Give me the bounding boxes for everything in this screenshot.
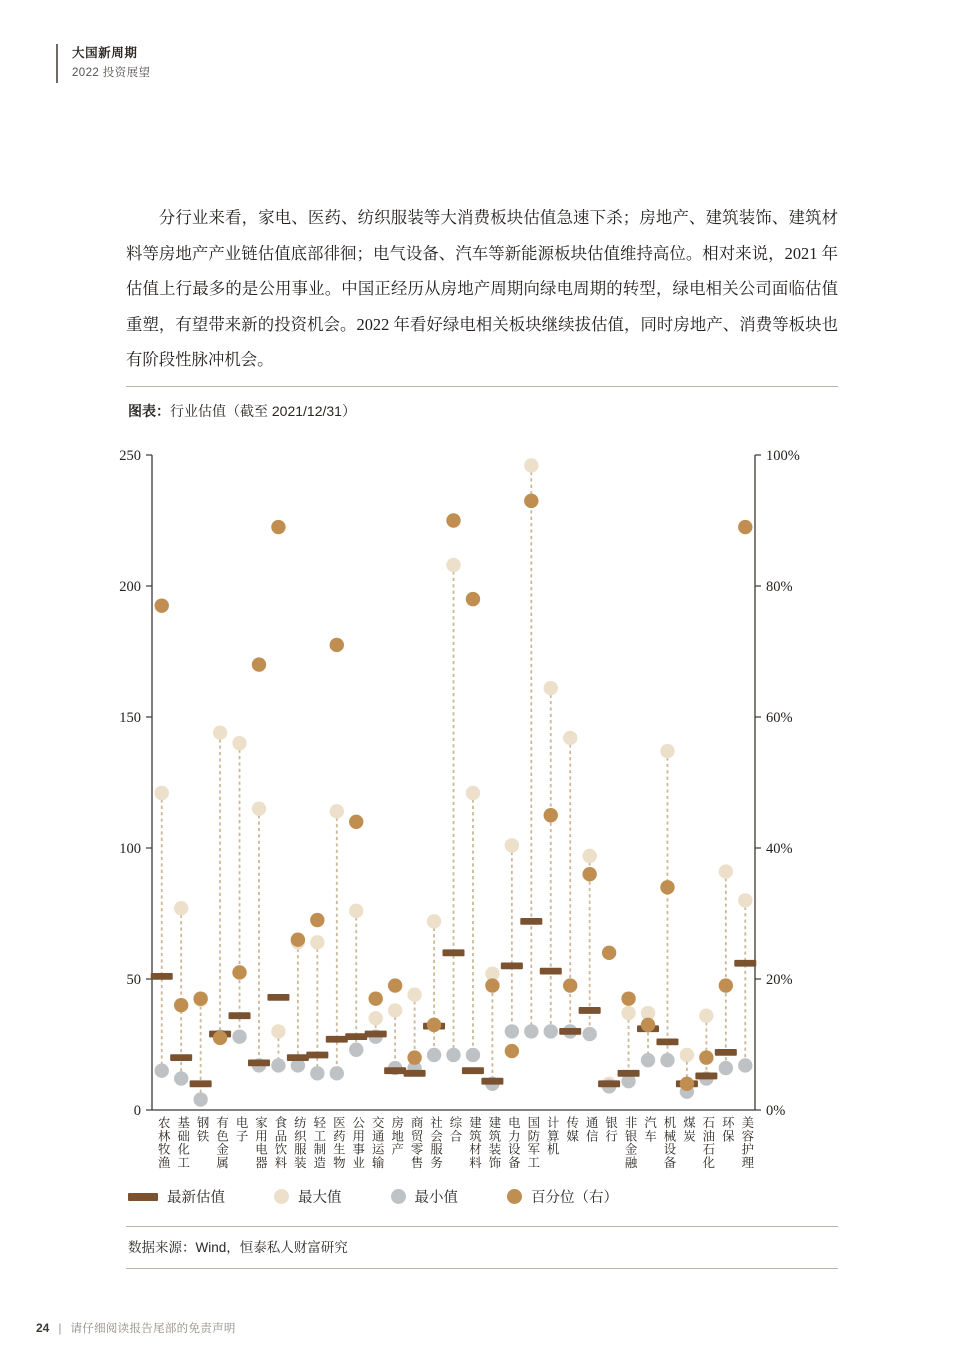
figure-block (126, 386, 838, 425)
svg-text:80%: 80% (766, 579, 793, 595)
x-axis-label: 国防军工 (525, 1116, 540, 1170)
max-marker (544, 681, 558, 695)
x-axis-label: 电力设备 (506, 1116, 521, 1170)
latest-marker (267, 994, 289, 1001)
chart-column (248, 657, 270, 1072)
latest-marker (443, 949, 465, 956)
min-marker (427, 1048, 441, 1062)
latest-marker (365, 1031, 387, 1038)
latest-marker (404, 1070, 426, 1077)
percentile-marker (252, 657, 266, 671)
x-axis-label: 家用电器 (253, 1116, 268, 1170)
legend-label: 最小值 (414, 1190, 458, 1206)
page-header (56, 44, 150, 83)
x-axis-label: 计算机 (545, 1116, 560, 1157)
legend-item (128, 1186, 225, 1207)
figure-caption (126, 387, 838, 425)
min-marker (602, 1079, 616, 1093)
chart-column (443, 513, 465, 1062)
x-axis-label: 有色金属 (214, 1116, 229, 1170)
chart-column (734, 520, 756, 1073)
min-marker (174, 1071, 188, 1085)
x-axis-label: 社会服务 (428, 1116, 443, 1170)
max-marker (699, 1008, 713, 1022)
max-marker (738, 893, 752, 907)
percentile-marker (291, 933, 305, 947)
chart-column (384, 978, 406, 1075)
latest-marker (306, 1052, 328, 1059)
latest-marker (326, 1036, 348, 1043)
percentile-marker (680, 1077, 694, 1091)
latest-marker (462, 1067, 484, 1074)
chart-column (170, 901, 192, 1086)
chart-column (151, 598, 173, 1077)
latest-marker (559, 1028, 581, 1035)
chart-column (715, 864, 737, 1075)
max-marker (485, 967, 499, 981)
report-title: 大国新周期 (72, 46, 138, 60)
figure-caption-text: 行业估值（截至 2021/12/31） (170, 403, 356, 419)
max-marker (368, 1011, 382, 1025)
min-marker (232, 1029, 246, 1043)
max-marker (349, 904, 363, 918)
min-marker (485, 1077, 499, 1091)
x-axis-label: 电子 (234, 1116, 249, 1143)
min-marker (621, 1074, 635, 1088)
max-marker (310, 935, 324, 949)
latest-marker (637, 1025, 659, 1032)
chart-column (326, 638, 348, 1081)
percentile-marker (388, 978, 402, 992)
max-marker (388, 1003, 402, 1017)
x-axis-label: 公用事业 (350, 1116, 365, 1170)
chart-legend (128, 1186, 660, 1207)
latest-marker (287, 1054, 309, 1061)
legend-bar-swatch (128, 1193, 158, 1201)
latest-marker (656, 1038, 678, 1045)
legend-dot-swatch (391, 1189, 406, 1204)
legend-dot-swatch (507, 1189, 522, 1204)
chart-column (501, 838, 523, 1058)
min-marker (582, 1027, 596, 1041)
latest-marker (734, 960, 756, 967)
x-axis-label: 交通运输 (370, 1116, 385, 1170)
max-marker (232, 736, 246, 750)
min-marker (738, 1058, 752, 1072)
latest-marker (151, 973, 173, 980)
percentile-marker (563, 978, 577, 992)
max-marker (641, 1006, 655, 1020)
source-top-rule (126, 1226, 838, 1227)
min-marker (505, 1024, 519, 1038)
chart-column (287, 933, 309, 1073)
latest-marker (715, 1049, 737, 1056)
min-marker (271, 1058, 285, 1072)
max-marker (174, 901, 188, 915)
x-axis-label: 农林牧渔 (156, 1116, 171, 1170)
legend-label: 最新估值 (167, 1190, 225, 1206)
max-marker (582, 849, 596, 863)
x-axis-label: 建筑装饰 (486, 1116, 501, 1170)
latest-marker (345, 1033, 367, 1040)
svg-text:40%: 40% (766, 841, 793, 857)
min-marker (330, 1066, 344, 1080)
max-marker (155, 786, 169, 800)
percentile-marker (738, 520, 752, 534)
x-axis-label: 综合 (448, 1116, 462, 1143)
min-marker (213, 1029, 227, 1043)
max-marker (291, 935, 305, 949)
legend-item (507, 1186, 618, 1207)
percentile-marker (407, 1050, 421, 1064)
latest-marker (618, 1070, 640, 1077)
svg-text:150: 150 (119, 710, 141, 726)
chart-column (404, 988, 426, 1077)
chart-column (559, 731, 581, 1039)
max-marker (719, 864, 733, 878)
x-axis-label: 环保 (720, 1116, 735, 1143)
percentile-marker (213, 1031, 227, 1045)
legend-dot-swatch (274, 1189, 289, 1204)
latest-marker (423, 1023, 445, 1030)
max-marker (407, 988, 421, 1002)
max-marker (505, 838, 519, 852)
min-marker (407, 1061, 421, 1075)
source-bottom-rule (126, 1268, 838, 1269)
latest-marker (384, 1067, 406, 1074)
x-axis-label: 轻工制造 (311, 1116, 326, 1170)
percentile-marker (368, 991, 382, 1005)
chart-column (618, 991, 640, 1088)
chart-column (365, 991, 387, 1043)
chart-column (520, 458, 542, 1038)
footer-disclaimer: 请仔细阅读报告尾部的免责声明 (70, 1323, 236, 1335)
svg-text:250: 250 (119, 448, 141, 464)
max-marker (427, 914, 441, 928)
chart-column (695, 1008, 717, 1085)
x-axis-label: 食品饮料 (272, 1116, 287, 1170)
chart-column (209, 726, 231, 1046)
svg-text:50: 50 (126, 972, 141, 988)
percentile-marker (446, 513, 460, 527)
latest-marker (540, 968, 562, 975)
max-marker (446, 558, 460, 572)
svg-text:100: 100 (119, 841, 141, 857)
latest-marker (481, 1078, 503, 1085)
chart-column (481, 967, 503, 1091)
percentile-marker (155, 598, 169, 612)
chart-column (598, 946, 620, 1094)
min-marker (680, 1084, 694, 1098)
percentile-marker (466, 592, 480, 606)
chart-column (656, 744, 678, 1068)
min-marker (719, 1061, 733, 1075)
x-axis-label: 通信 (584, 1116, 599, 1143)
percentile-marker (271, 520, 285, 534)
min-marker (310, 1066, 324, 1080)
svg-text:200: 200 (119, 579, 141, 595)
min-marker (368, 1029, 382, 1043)
max-marker (602, 1077, 616, 1091)
x-axis-label: 美容护理 (739, 1116, 754, 1170)
page-number: 24 (36, 1321, 50, 1335)
min-marker (544, 1024, 558, 1038)
latest-marker (520, 918, 542, 925)
figure-caption-label: 图表： (128, 403, 170, 419)
max-marker (680, 1048, 694, 1062)
latest-marker (501, 963, 523, 970)
x-axis-label: 商贸零售 (409, 1116, 424, 1170)
x-axis-label: 传媒 (564, 1116, 579, 1143)
min-marker (349, 1043, 363, 1057)
chart-column (462, 592, 484, 1074)
legend-label: 最大值 (298, 1190, 342, 1206)
chart-column (540, 681, 562, 1039)
percentile-marker (174, 998, 188, 1012)
percentile-marker (193, 991, 207, 1005)
min-marker (563, 1024, 577, 1038)
max-marker (330, 804, 344, 818)
latest-marker (248, 1059, 270, 1066)
chart-column (229, 736, 251, 1044)
report-subtitle: 2022 投资展望 (72, 67, 151, 79)
latest-marker (209, 1031, 231, 1038)
chart-column (190, 991, 212, 1106)
min-marker (466, 1048, 480, 1062)
latest-marker (598, 1080, 620, 1087)
latest-marker (229, 1012, 251, 1019)
percentile-marker (699, 1050, 713, 1064)
percentile-marker (349, 815, 363, 829)
x-axis-label: 纺织服装 (292, 1116, 307, 1170)
max-marker (563, 731, 577, 745)
max-marker (621, 1006, 635, 1020)
latest-marker (695, 1073, 717, 1080)
legend-item (274, 1186, 342, 1207)
min-marker (660, 1053, 674, 1067)
chart-column (637, 1006, 659, 1068)
chart-column (579, 849, 601, 1042)
percentile-marker (544, 808, 558, 822)
x-axis-label: 机械设备 (661, 1116, 676, 1170)
x-axis-label: 石油石化 (700, 1116, 715, 1170)
max-marker (466, 786, 480, 800)
svg-text:0%: 0% (766, 1103, 786, 1119)
percentile-marker (660, 880, 674, 894)
latest-marker (579, 1007, 601, 1014)
min-marker (291, 1058, 305, 1072)
x-axis-label: 非银金融 (623, 1116, 638, 1170)
min-marker (193, 1092, 207, 1106)
figure-source: 数据来源：Wind，恒泰私人财富研究 (128, 1240, 348, 1255)
latest-marker (676, 1080, 698, 1087)
min-marker (641, 1053, 655, 1067)
percentile-marker (485, 978, 499, 992)
min-marker (155, 1064, 169, 1078)
svg-text:60%: 60% (766, 710, 793, 726)
chart-column (306, 913, 328, 1081)
legend-label: 百分位（右） (531, 1190, 618, 1206)
x-axis-label: 银行 (603, 1116, 618, 1143)
x-axis-label: 建筑材料 (467, 1116, 482, 1170)
latest-marker (190, 1080, 212, 1087)
percentile-marker (602, 946, 616, 960)
chart-column (676, 1048, 698, 1099)
x-axis-label: 煤炭 (681, 1116, 696, 1143)
x-axis-label: 房地产 (389, 1116, 404, 1157)
x-axis-label: 钢铁 (195, 1116, 210, 1143)
x-axis-label: 汽车 (642, 1116, 657, 1143)
max-marker (213, 726, 227, 740)
svg-text:0: 0 (133, 1103, 141, 1119)
chart-column (423, 914, 445, 1062)
latest-marker (170, 1054, 192, 1061)
chart-column (345, 815, 367, 1057)
percentile-marker (524, 494, 538, 508)
min-marker (252, 1058, 266, 1072)
min-marker (446, 1048, 460, 1062)
percentile-marker (505, 1044, 519, 1058)
percentile-marker (621, 991, 635, 1005)
percentile-marker (719, 978, 733, 992)
percentile-marker (427, 1018, 441, 1032)
percentile-marker (232, 965, 246, 979)
min-marker (524, 1024, 538, 1038)
max-marker (252, 802, 266, 816)
percentile-marker (330, 638, 344, 652)
max-marker (660, 744, 674, 758)
percentile-marker (641, 1018, 655, 1032)
footer-separator: | (58, 1321, 62, 1335)
percentile-marker (310, 913, 324, 927)
body-paragraph: 分行业来看，家电、医药、纺织服装等大消费板块估值急速下杀；房地产、建筑装饰、建筑材料等房地产产业链估值底部徘徊；电气设备、汽车等新能源板块估值维持高位。相对来说，2021 年估值上行最多的是公用事业。中国正经历从房地产周期向绿电周期的转型，绿电相关公司面临估值重塑，有望带来新的投资机会。2022 年看好绿电相关板块继续拔估值，同时房地产、消费等板块也有阶段性脉冲机会。 (126, 208, 838, 370)
percentile-marker (582, 867, 596, 881)
max-marker (524, 458, 538, 472)
chart-column (267, 520, 289, 1073)
min-marker (699, 1071, 713, 1085)
x-axis-label: 基础化工 (175, 1116, 190, 1170)
svg-text:20%: 20% (766, 972, 793, 988)
min-marker (388, 1061, 402, 1075)
max-marker (193, 993, 207, 1007)
page-footer (36, 1320, 236, 1336)
max-marker (271, 1024, 285, 1038)
x-axis-label: 医药生物 (331, 1116, 346, 1170)
legend-item (391, 1186, 459, 1207)
svg-text:100%: 100% (766, 448, 800, 464)
